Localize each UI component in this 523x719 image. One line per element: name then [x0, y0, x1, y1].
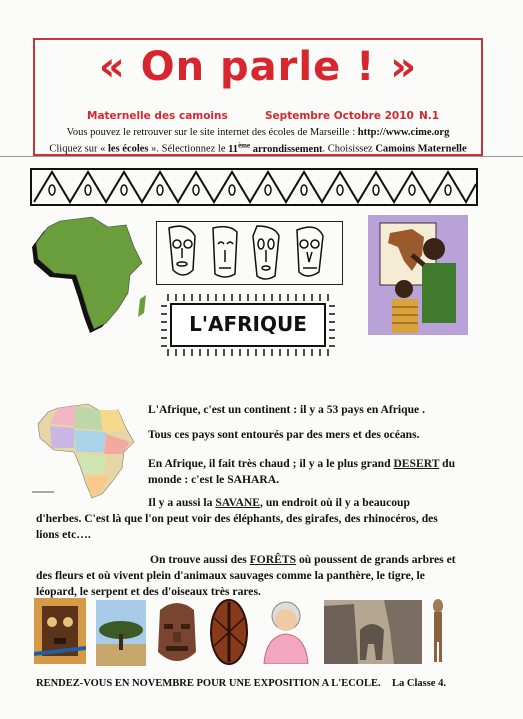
paragraph-savane-line3: lions etc….: [36, 528, 91, 541]
african-mask-photo: [34, 598, 86, 664]
africa-map-icon: [30, 213, 150, 335]
paragraph-forest-line1: On trouve aussi des FORÊTS où poussent de grands arbres et: [150, 553, 456, 566]
paragraph-forest-line3: léopard, le serpent et des d'oiseaux très rares.: [36, 585, 261, 598]
issue-number: N.1: [419, 110, 440, 122]
banner-title: L'AFRIQUE: [189, 312, 307, 336]
newsletter-title: « On parle ! »: [98, 44, 418, 90]
issue-date: Septembre Octobre 2010: [265, 110, 414, 122]
political-map-icon: [30, 400, 140, 502]
zigzag-border: [30, 168, 480, 206]
afrique-banner: [160, 292, 336, 358]
paragraph-desert: En Afrique, il fait très chaud ; il y a le plus grand DESERT du monde : c'est le SAHARA.: [148, 457, 456, 486]
teacher-map-illustration: [368, 215, 468, 335]
acacia-tree-icon: [96, 600, 146, 666]
masks-panel: [156, 221, 343, 285]
paragraph-continent: L'Afrique, c'est un continent : il y a 53 pays en Afrique .: [148, 403, 425, 416]
exhibition-announcement: RENDEZ-VOUS EN NOVEMBRE POUR UNE EXPOSITION A L'ECOLE.: [36, 678, 381, 689]
savanna-tree-photo: [96, 600, 146, 666]
paragraph-savane-line2: d'herbes. C'est là que l'on peut voir des éléphants, des girafes, des rhinocéros, des: [36, 512, 438, 525]
header-box: [33, 38, 483, 156]
shield-photo: [208, 598, 250, 666]
stone-head-icon: [152, 600, 202, 666]
paragraph-forest-line2: des fleurs et où vivent plein d'animaux sauvages comme la panthère, le tigre, le: [36, 569, 425, 582]
stone-head-photo: [152, 600, 202, 666]
grandmother-icon: [258, 596, 314, 664]
african-masks-icon: [157, 222, 341, 282]
paragraph-seas: Tous ces pays sont entourés par des mers et des océans.: [148, 428, 420, 441]
school-name: Maternelle des camoins: [87, 110, 228, 122]
instructions-line: Cliquez sur « les écoles ». Sélectionnez le 11ème arrondissement. Choisissez Camoins Maternelle: [49, 141, 467, 155]
elephants-photo: [324, 600, 422, 664]
shield-icon: [208, 598, 250, 666]
statuette-icon: [428, 598, 448, 664]
paragraph-savane-line1: Il y a aussi la SAVANE, un endroit où il y a beaucoup: [148, 496, 410, 509]
section-divider: [0, 156, 523, 157]
grandmother-illustration: [258, 596, 314, 664]
africa-political-map: [30, 400, 140, 502]
statuette-photo: [428, 598, 448, 664]
class-signature: La Classe 4.: [392, 678, 446, 689]
website-link[interactable]: http://www.cime.org: [357, 127, 450, 138]
teacher-child-icon: [368, 215, 468, 335]
elephant-icon: [324, 600, 422, 664]
carved-mask-icon: [34, 598, 86, 664]
website-line: Vous pouvez le retrouver sur le site internet des écoles de Marseille : http://www.cime.org: [66, 127, 450, 138]
